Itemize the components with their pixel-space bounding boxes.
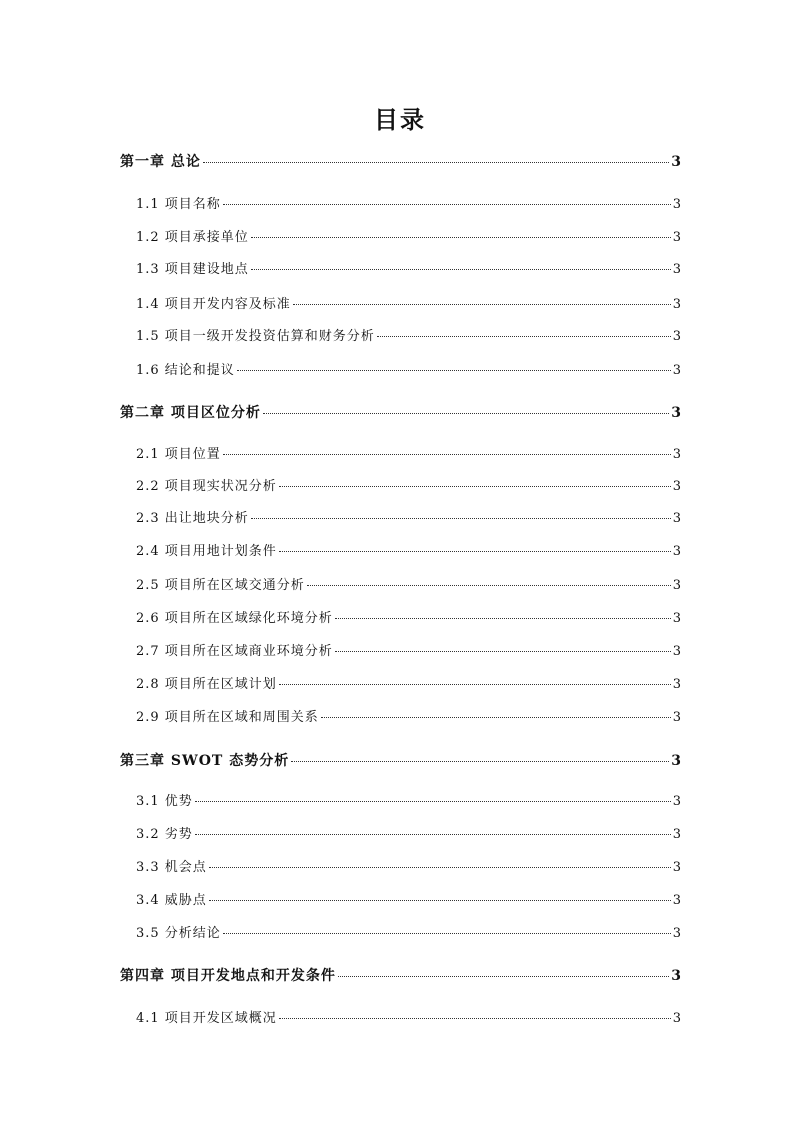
- toc-entry-label: 2.5 项目所在区域交通分析: [136, 578, 305, 593]
- toc-section-entry[interactable]: [136, 859, 681, 877]
- toc-page-number: 3: [672, 677, 681, 692]
- toc-page-number: 3: [672, 197, 681, 212]
- dot-leader: [279, 485, 671, 487]
- dot-leader: [237, 369, 671, 371]
- toc-page-number: 3: [672, 329, 681, 344]
- toc-chapter-entry[interactable]: [120, 967, 681, 985]
- toc-entry-label: 2.6 项目所在区域绿化环境分析: [136, 611, 333, 626]
- dot-leader: [209, 866, 671, 868]
- toc-section-entry[interactable]: [136, 510, 681, 528]
- toc-page-number: 3: [672, 926, 681, 941]
- toc-entry-label: 2.2 项目现实状况分析: [136, 479, 277, 494]
- toc-section-entry[interactable]: [136, 1010, 681, 1028]
- toc-page-number: 3: [671, 968, 681, 984]
- toc-section-entry[interactable]: [136, 543, 681, 561]
- toc-entry-label: 第一章 总论: [120, 154, 201, 170]
- dot-leader: [338, 975, 669, 977]
- toc-section-entry[interactable]: [136, 577, 681, 595]
- toc-section-entry[interactable]: [136, 229, 681, 247]
- toc-entry-label: 1.2 项目承接单位: [136, 230, 249, 245]
- toc-page-number: 3: [672, 363, 681, 378]
- toc-entry-label: 3.1 优势: [136, 794, 193, 809]
- toc-entry-label: 3.5 分析结论: [136, 926, 221, 941]
- toc-entry-label: 2.7 项目所在区域商业环境分析: [136, 644, 333, 659]
- dot-leader: [335, 650, 671, 652]
- dot-leader: [279, 1017, 671, 1019]
- toc-page-number: 3: [672, 827, 681, 842]
- toc-page-number: 3: [672, 611, 681, 626]
- dot-leader: [335, 617, 671, 619]
- toc-page-number: 3: [672, 893, 681, 908]
- dot-leader: [209, 899, 671, 901]
- toc-entry-label: 1.6 结论和提议: [136, 363, 235, 378]
- toc-entry-label: 2.9 项目所在区域和周围关系: [136, 710, 319, 725]
- toc-section-entry[interactable]: [136, 196, 681, 214]
- toc-page-number: 3: [672, 447, 681, 462]
- dot-leader: [307, 584, 671, 586]
- toc-chapter-entry[interactable]: [120, 404, 681, 422]
- dot-leader: [223, 203, 671, 205]
- toc-section-entry[interactable]: [136, 676, 681, 694]
- toc-section-entry[interactable]: [136, 925, 681, 943]
- toc-page-number: 3: [672, 230, 681, 245]
- toc-section-entry[interactable]: [136, 446, 681, 464]
- toc-entry-label: 3.3 机会点: [136, 860, 207, 875]
- toc-chapter-entry[interactable]: [120, 153, 681, 171]
- toc-entry-label: 2.8 项目所在区域计划: [136, 677, 277, 692]
- toc-entry-label: 2.3 出让地块分析: [136, 511, 249, 526]
- toc-page-number: 3: [672, 710, 681, 725]
- toc-page-number: 3: [672, 479, 681, 494]
- dot-leader: [203, 161, 669, 163]
- toc-page-number: 3: [672, 794, 681, 809]
- toc-page-number: 3: [672, 511, 681, 526]
- toc-page-number: 3: [672, 297, 681, 312]
- dot-leader: [293, 303, 671, 305]
- toc-entry-label: 1.4 项目开发内容及标准: [136, 297, 291, 312]
- toc-page-number: 3: [672, 544, 681, 559]
- dot-leader: [223, 453, 671, 455]
- toc-section-entry[interactable]: [136, 709, 681, 727]
- dot-leader: [251, 517, 671, 519]
- toc-entry-label: 2.4 项目用地计划条件: [136, 544, 277, 559]
- toc-title: 目录: [374, 105, 426, 134]
- toc-page-number: 3: [672, 1011, 681, 1026]
- toc-page-number: 3: [671, 405, 681, 421]
- dot-leader: [279, 550, 671, 552]
- toc-page-number: 3: [671, 753, 681, 769]
- dot-leader: [377, 335, 671, 337]
- toc-section-entry[interactable]: [136, 362, 681, 380]
- dot-leader: [223, 932, 671, 934]
- toc-entry-label: 第三章 SWOT 态势分析: [120, 753, 290, 769]
- toc-page-number: 3: [672, 860, 681, 875]
- dot-leader: [279, 683, 671, 685]
- toc-section-entry[interactable]: [136, 892, 681, 910]
- dot-leader: [251, 236, 671, 238]
- toc-entry-label: 第四章 项目开发地点和开发条件: [120, 968, 336, 984]
- toc-section-entry[interactable]: [136, 296, 681, 314]
- dot-leader: [321, 716, 671, 718]
- toc-section-entry[interactable]: [136, 793, 681, 811]
- toc-entry-label: 第二章 项目区位分析: [120, 405, 261, 421]
- toc-section-entry[interactable]: [136, 643, 681, 661]
- toc-entry-label: 3.4 威胁点: [136, 893, 207, 908]
- toc-entry-label: 2.1 项目位置: [136, 447, 221, 462]
- toc-section-entry[interactable]: [136, 826, 681, 844]
- toc-entry-label: 4.1 项目开发区域概况: [136, 1011, 277, 1026]
- toc-page-number: 3: [671, 154, 681, 170]
- toc-entry-label: 1.3 项目建设地点: [136, 262, 249, 277]
- toc-page-number: 3: [672, 644, 681, 659]
- toc-entry-label: 3.2 劣势: [136, 827, 193, 842]
- toc-page-number: 3: [672, 578, 681, 593]
- toc-section-entry[interactable]: [136, 478, 681, 496]
- toc-page-number: 3: [672, 262, 681, 277]
- dot-leader: [263, 412, 669, 414]
- toc-section-entry[interactable]: [136, 261, 681, 279]
- toc-entry-label: 1.5 项目一级开发投资估算和财务分析: [136, 329, 375, 344]
- dot-leader: [195, 833, 671, 835]
- toc-section-entry[interactable]: [136, 328, 681, 346]
- dot-leader: [291, 760, 669, 762]
- dot-leader: [251, 268, 671, 270]
- dot-leader: [195, 800, 671, 802]
- toc-chapter-entry[interactable]: [120, 752, 681, 770]
- toc-section-entry[interactable]: [136, 610, 681, 628]
- toc-entry-label: 1.1 项目名称: [136, 197, 221, 212]
